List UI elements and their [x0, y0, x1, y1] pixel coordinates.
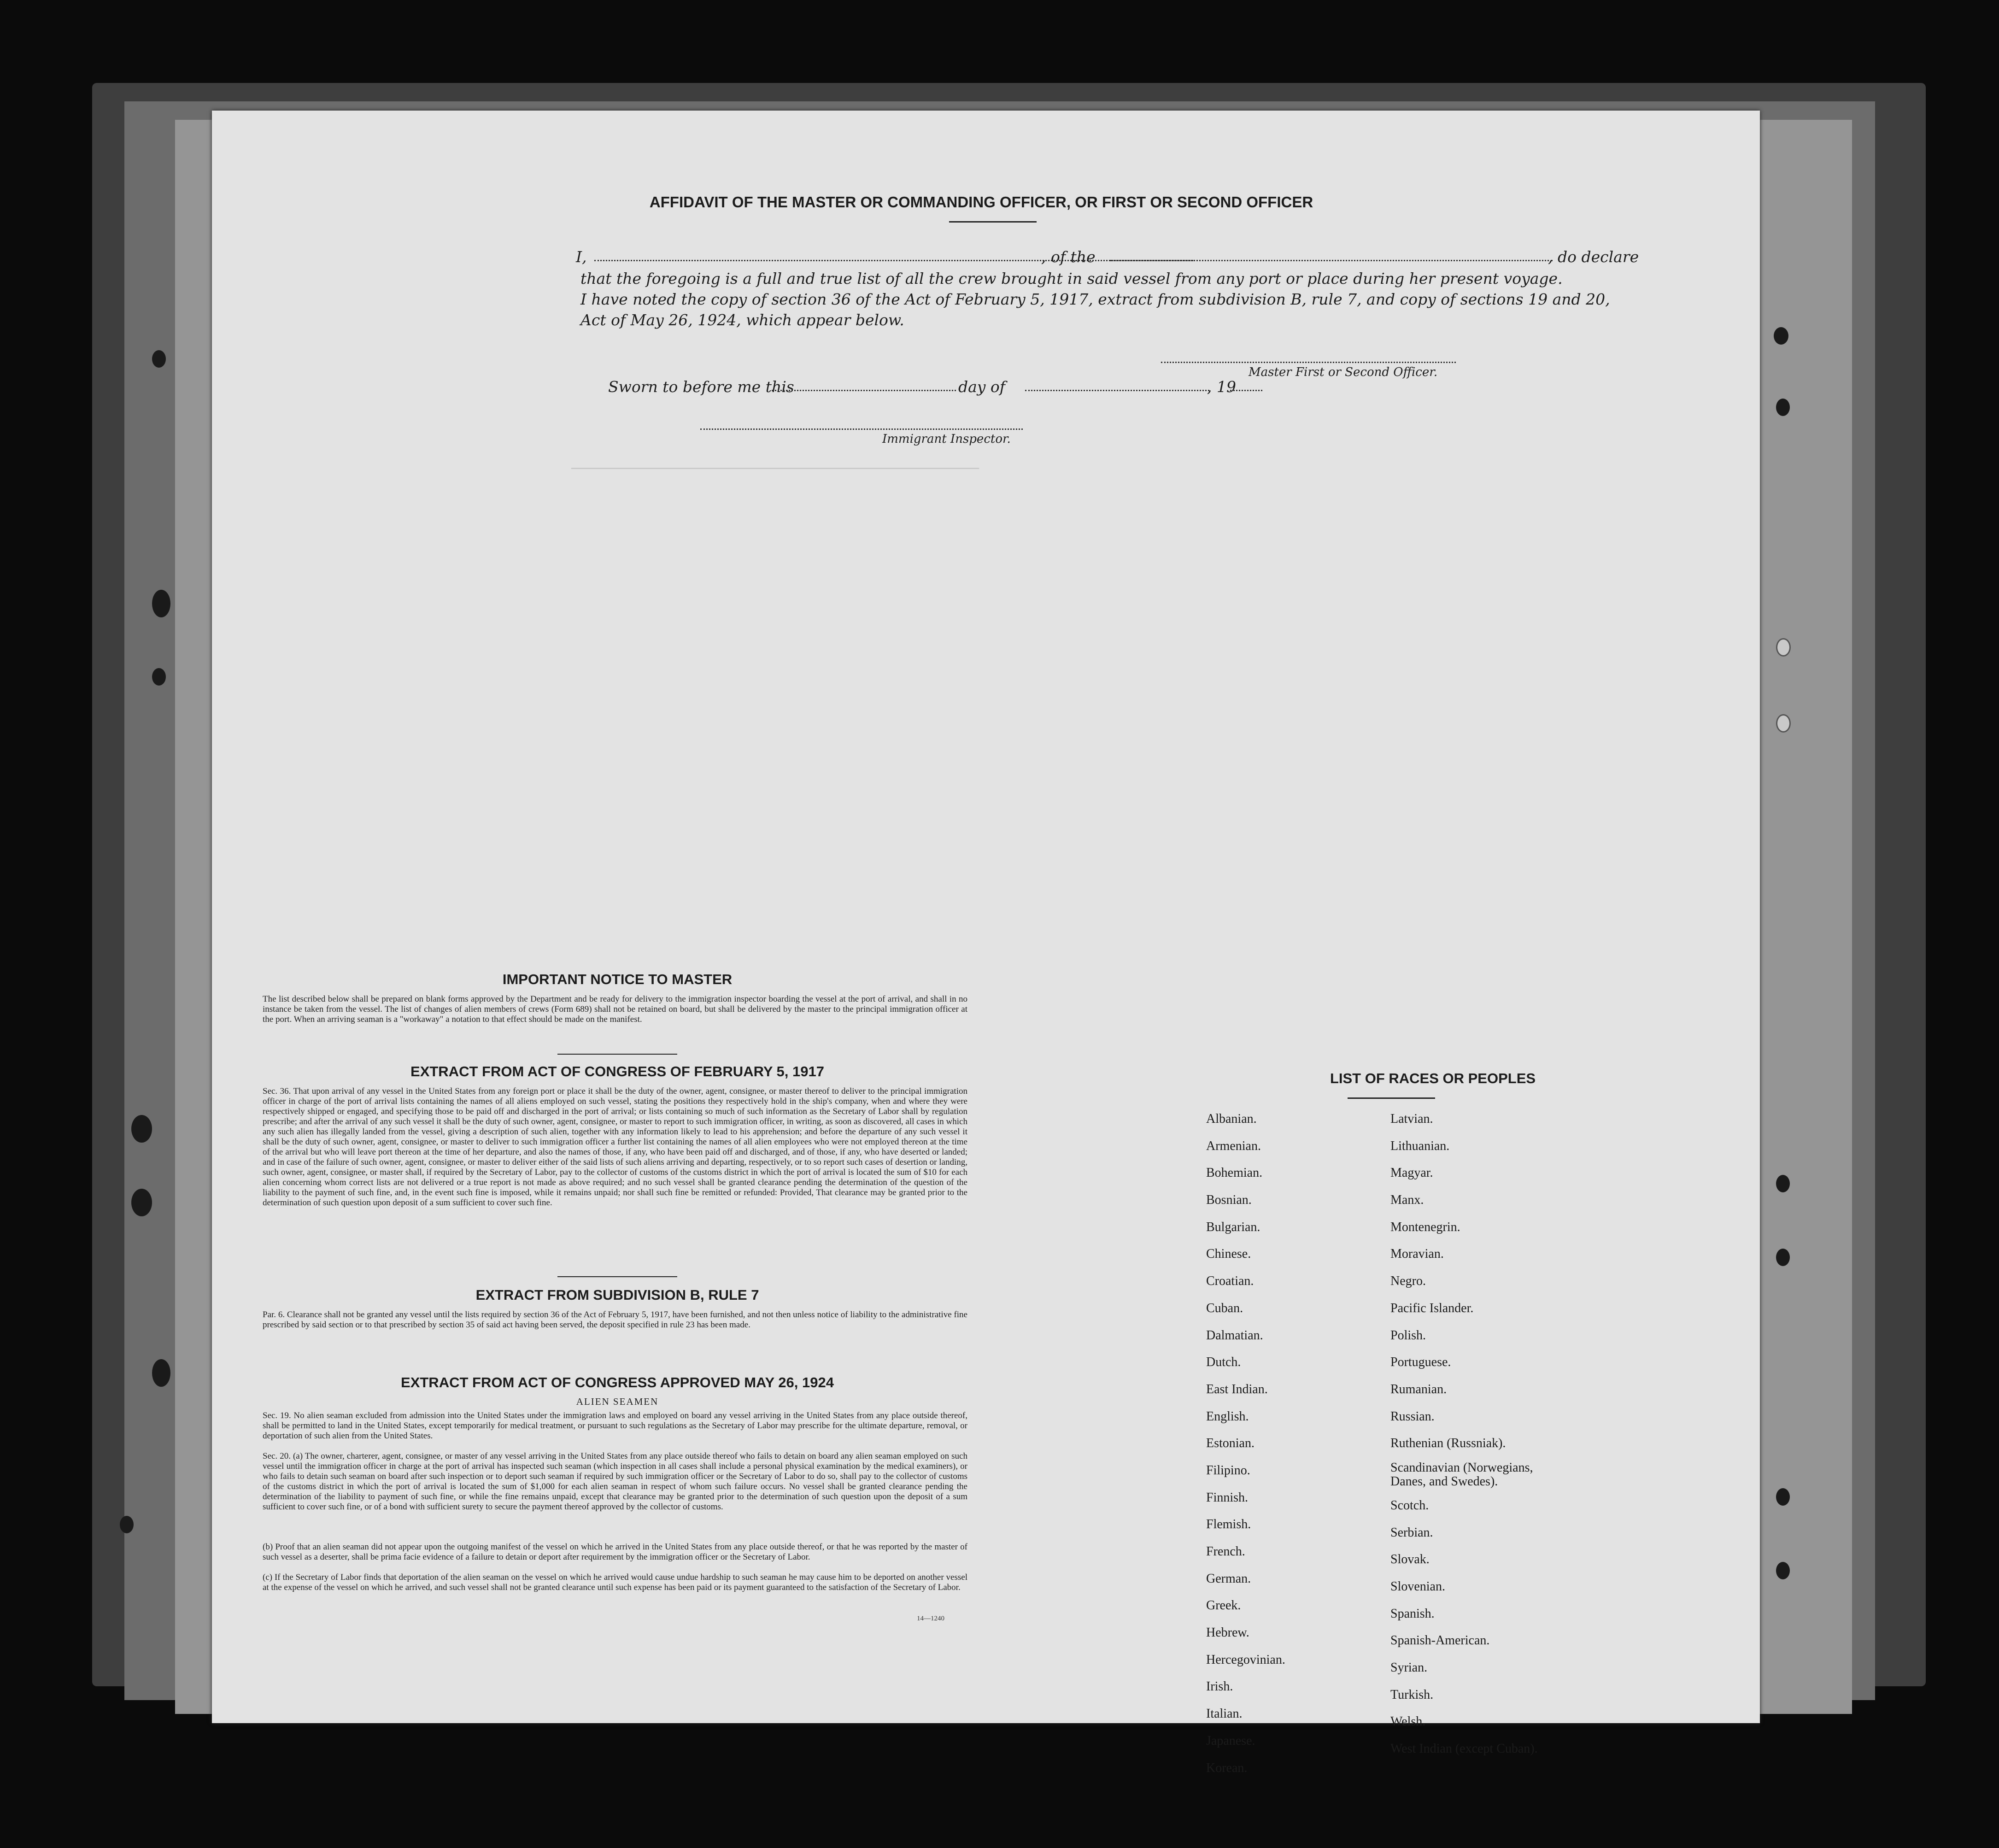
vessel-name-field[interactable] — [1110, 260, 1553, 261]
year-prefix-label: , 19 — [1207, 378, 1236, 396]
extract-1924-sec20c: (c) If the Secretary of Labor finds that deportation of the alien seaman on the vessel on which he arrived would cause undue hardship to such seaman he may cause him to be deported on another vessel at the expense of the vessel on which he arrived, and such vessel shall not be granted clearance until such expense has been paid or its payment guaranteed to the satisfaction of the Secretary of Labor. — [263, 1572, 967, 1592]
race-item: Magyar. — [1390, 1166, 1433, 1180]
race-item: Pacific Islander. — [1390, 1301, 1474, 1315]
affidavit-body-line: Act of May 26, 1924, which appear below. — [580, 311, 904, 329]
race-item: Bulgarian. — [1206, 1220, 1260, 1234]
divider — [949, 221, 1037, 223]
race-item: Negro. — [1390, 1274, 1426, 1289]
race-item: Chinese. — [1206, 1247, 1251, 1261]
race-item: Korean. — [1206, 1760, 1248, 1775]
race-item: Portuguese. — [1390, 1355, 1451, 1370]
race-item: Montenegrin. — [1390, 1220, 1460, 1234]
binder-hole — [1776, 1175, 1790, 1192]
day-of-label: day of — [958, 378, 1006, 396]
race-item: Latvian. — [1390, 1112, 1433, 1126]
extract-1924-title: EXTRACT FROM ACT OF CONGRESS APPROVED MAY 26, 1924 — [401, 1374, 834, 1390]
affidavit-body-line: I have noted the copy of section 36 of the Act of February 5, 1917, extract from subdivision B, rule 7, and copy of sections 19 and 20, — [580, 290, 1610, 308]
race-item: English. — [1206, 1409, 1249, 1424]
race-item: Serbian. — [1390, 1525, 1433, 1540]
binder-hole — [1776, 1488, 1790, 1506]
inspector-label: Immigrant Inspector. — [882, 432, 1011, 446]
extract-1917-title: EXTRACT FROM ACT OF CONGRESS OF FEBRUARY 5, 1917 — [410, 1063, 824, 1079]
race-item: Cuban. — [1206, 1301, 1243, 1315]
races-title: LIST OF RACES OR PEOPLES — [1330, 1070, 1536, 1086]
binder-hole — [1776, 399, 1790, 416]
race-item: Manx. — [1390, 1193, 1424, 1208]
race-item: Hercegovinian. — [1206, 1652, 1285, 1667]
binder-hole — [152, 1359, 170, 1387]
binder-hole — [1776, 714, 1791, 733]
extract-1917-body: Sec. 36. That upon arrival of any vessel in the United States from any foreign port or place it shall be the duty of the owner, agent, consignee, or master thereof to deliver to the principal immigration officer in charge of the port of arrival lists containing the names of all aliens employed on such vessel, stating the positions they respectively hold in the ship's company, when and where they were respectively shipped or engaged, and specifying those to be paid off and discharged in the port of arrival; or lists containing so much of such information as the Secretary of Labor shall by regulation prescribe; and after the arrival of any such vessel it shall be the duty of such owner, agent, consignee, or master to report to such immigration officer, in writing, as soon as discovered, all cases in which any such alien has illegally landed from the vessel, giving a description of such alien, together with any information likely to lead to his apprehension; and before the departure of any such vessel it shall be the duty of such owner, agent, consignee, or master to deliver to such immigration officer a further list containing the names of all alien employees who were not employed thereon at the time of the arrival but who will leave port thereon at the time of her departure, and also the names of those, if any, who have been paid off and discharged, and of those, if any, who have deserted or landed; and in case of the failure of such owner, agent, consignee, or master to deliver either of the said lists of such aliens arriving and departing, respectively, or to so report such cases of desertion or landing, such owner, agent, consignee, or master shall, if required by the Secretary of Labor, pay to the collector of customs of the customs district in which the port of arrival is located the sum of $10 for each alien concerning whom correct lists are not delivered or a true report is not made as above required; and no such vessel shall be granted clearance pending the determination of the question of the liability to the payment of such fine, and, in the event such fine is imposed, while it remains unpaid; nor shall such fine be remitted or refunded: Provided, That clearance may be granted prior to the determination of such question upon deposit of a sum sufficient to cover such fine. — [263, 1086, 967, 1208]
race-item: French. — [1206, 1544, 1245, 1559]
master-name-field[interactable] — [594, 260, 1193, 261]
race-item: Syrian. — [1390, 1660, 1428, 1675]
race-item: Dutch. — [1206, 1355, 1241, 1370]
race-item: Italian. — [1206, 1707, 1243, 1721]
extract-rule7-title: EXTRACT FROM SUBDIVISION B, RULE 7 — [475, 1287, 759, 1303]
divider — [1348, 1097, 1435, 1099]
race-item: Bosnian. — [1206, 1193, 1252, 1208]
affidavit-form-page — [212, 111, 1760, 1775]
race-item: Scotch. — [1390, 1498, 1429, 1513]
declare-do-declare-label: , do declare — [1548, 248, 1639, 266]
extract-1924-subtitle: ALIEN SEAMEN — [576, 1396, 659, 1407]
notice-title: IMPORTANT NOTICE TO MASTER — [502, 971, 733, 987]
affidavit-body-line: that the foregoing is a full and true list of all the crew brought in said vessel from any port or place during her present voyage. — [580, 270, 1563, 287]
divider — [557, 1276, 677, 1277]
race-item: West Indian (except Cuban). — [1390, 1742, 1538, 1756]
binder-hole — [152, 590, 170, 617]
extract-1924-sec19: Sec. 19. No alien seaman excluded from admission into the United States under the immigration laws and employed on board any vessel arriving in the United States from any place outside thereof, shall be permitted to land in the United States, except temporarily for medical treatment, or pursuant to such regulations as the Secretary of Labor may prescribe for the ultimate departure, removal, or deportation of such alien from the United States. — [263, 1411, 967, 1441]
race-item: Scandinavian (Norwegians, Danes, and Swedes). — [1390, 1460, 1533, 1489]
race-item: Greek. — [1206, 1598, 1241, 1613]
master-signature-field[interactable] — [1161, 362, 1456, 363]
race-item: Japanese. — [1206, 1733, 1255, 1748]
inspector-signature-field[interactable] — [700, 428, 1023, 430]
race-item: Armenian. — [1206, 1138, 1261, 1153]
race-item: Spanish-American. — [1390, 1633, 1490, 1648]
affidavit-title: AFFIDAVIT OF THE MASTER OR COMMANDING OFFICER, OR FIRST OR SECOND OFFICER — [649, 194, 1313, 211]
race-item: Hebrew. — [1206, 1625, 1249, 1640]
race-item: Bohemian. — [1206, 1166, 1263, 1180]
race-item: Lithuanian. — [1390, 1138, 1450, 1153]
race-item: Filipino. — [1206, 1463, 1250, 1478]
extract-1924-sec20b: (b) Proof that an alien seaman did not appear upon the outgoing manifest of the vessel on which he arrived in the United States from any place outside thereof, or that he was reported by the master of such vessel as a deserter, shall be prima facie evidence of a failure to detain or deport after requirement by the immigration officer or the Secretary of Labor. — [263, 1542, 967, 1562]
race-item: Slovak. — [1390, 1552, 1430, 1567]
sworn-year-field[interactable] — [1230, 390, 1262, 391]
form-number: 14—1240 — [917, 1615, 944, 1622]
notice-body: The list described below shall be prepared on blank forms approved by the Department and be ready for delivery to the immigration inspector boarding the vessel at the port of arrival, and shall in no instance be taken from the vessel. The list of changes of alien members of crews (Form 689) shall not be retained on board, but shall be delivered by the master to the principal immigration officer at the port. When an arriving seaman is a "workaway" a notation to that effect should be made on the manifest. — [263, 994, 967, 1024]
race-item: Polish. — [1390, 1328, 1426, 1343]
race-item: Spanish. — [1390, 1606, 1435, 1621]
race-item: Moravian. — [1390, 1247, 1444, 1261]
race-item: German. — [1206, 1571, 1251, 1586]
race-item: Russian. — [1390, 1409, 1435, 1424]
master-signature-label: Master First or Second Officer. — [1249, 365, 1438, 379]
race-item: Estonian. — [1206, 1436, 1255, 1451]
binder-hole — [1776, 1562, 1790, 1579]
races-right-column — [1390, 1106, 1556, 1763]
divider — [557, 1054, 677, 1055]
races-left-column — [1206, 1106, 1285, 1782]
extract-rule7-body: Par. 6. Clearance shall not be granted any vessel until the lists required by section 36 of the Act of February 5, 1917, have been furnished, and not then unless notice of liability to the administrative fine prescribed by said section or to that prescribed by section 35 of said act having been served, the deposit specified in rule 23 has been made. — [263, 1310, 967, 1330]
binder-hole — [131, 1189, 152, 1216]
race-item: Finnish. — [1206, 1490, 1249, 1505]
race-item: Ruthenian (Russniak). — [1390, 1436, 1506, 1451]
binder-hole — [1776, 1249, 1790, 1266]
race-item: Croatian. — [1206, 1274, 1254, 1289]
extract-1924-sec20a: Sec. 20. (a) The owner, charterer, agent, consignee, or master of any vessel arriving in the United States from any place outside thereof who fails to detain on board any alien seaman employed on such vessel until the immigration officer in charge at the port of arrival has inspected such seaman (which inspection in all cases shall include a personal physical examination by the medical examiners), or who fails to detain such seaman on board after such inspection or to deport such seaman if required by such immigration officer or the Secretary of Labor to do so, shall pay to the collector of customs of the customs district in which the port of arrival is located the sum of $1,000 for each alien seaman in respect of whom such failure occurs. No vessel shall be granted clearance pending the determination of the liability to payment of such fine, or while the fine remains unpaid, except that clearance may be granted prior to the determination of such question upon the deposit of a sum sufficient to cover such fine, or of a bond with sufficient surety to secure the payment thereof approved by the collector of customs. — [263, 1451, 967, 1512]
sworn-label: Sworn to before me this — [608, 378, 794, 396]
binder-hole — [131, 1115, 152, 1143]
binder-hole — [152, 350, 166, 368]
race-item: Albanian. — [1206, 1112, 1257, 1126]
sworn-month-field[interactable] — [1025, 390, 1209, 391]
race-item: Turkish. — [1390, 1687, 1434, 1702]
race-item: Slovenian. — [1390, 1579, 1445, 1594]
binder-hole — [1776, 638, 1791, 657]
race-item: East Indian. — [1206, 1382, 1268, 1396]
race-item: Rumanian. — [1390, 1382, 1447, 1396]
sworn-day-field[interactable] — [772, 390, 956, 391]
race-item: Flemish. — [1206, 1517, 1251, 1532]
declare-of-the-label: , of the — [1041, 248, 1096, 266]
declare-i-label: I, — [576, 248, 587, 266]
bleed-through-text: ───────────────────────────────────────────────── — [571, 461, 979, 477]
binder-hole — [152, 668, 166, 686]
binder-hole — [120, 1516, 134, 1533]
race-item: Irish. — [1206, 1679, 1233, 1694]
binder-hole — [1774, 327, 1788, 345]
race-item: Dalmatian. — [1206, 1328, 1263, 1343]
race-item: Welsh. — [1390, 1714, 1426, 1729]
